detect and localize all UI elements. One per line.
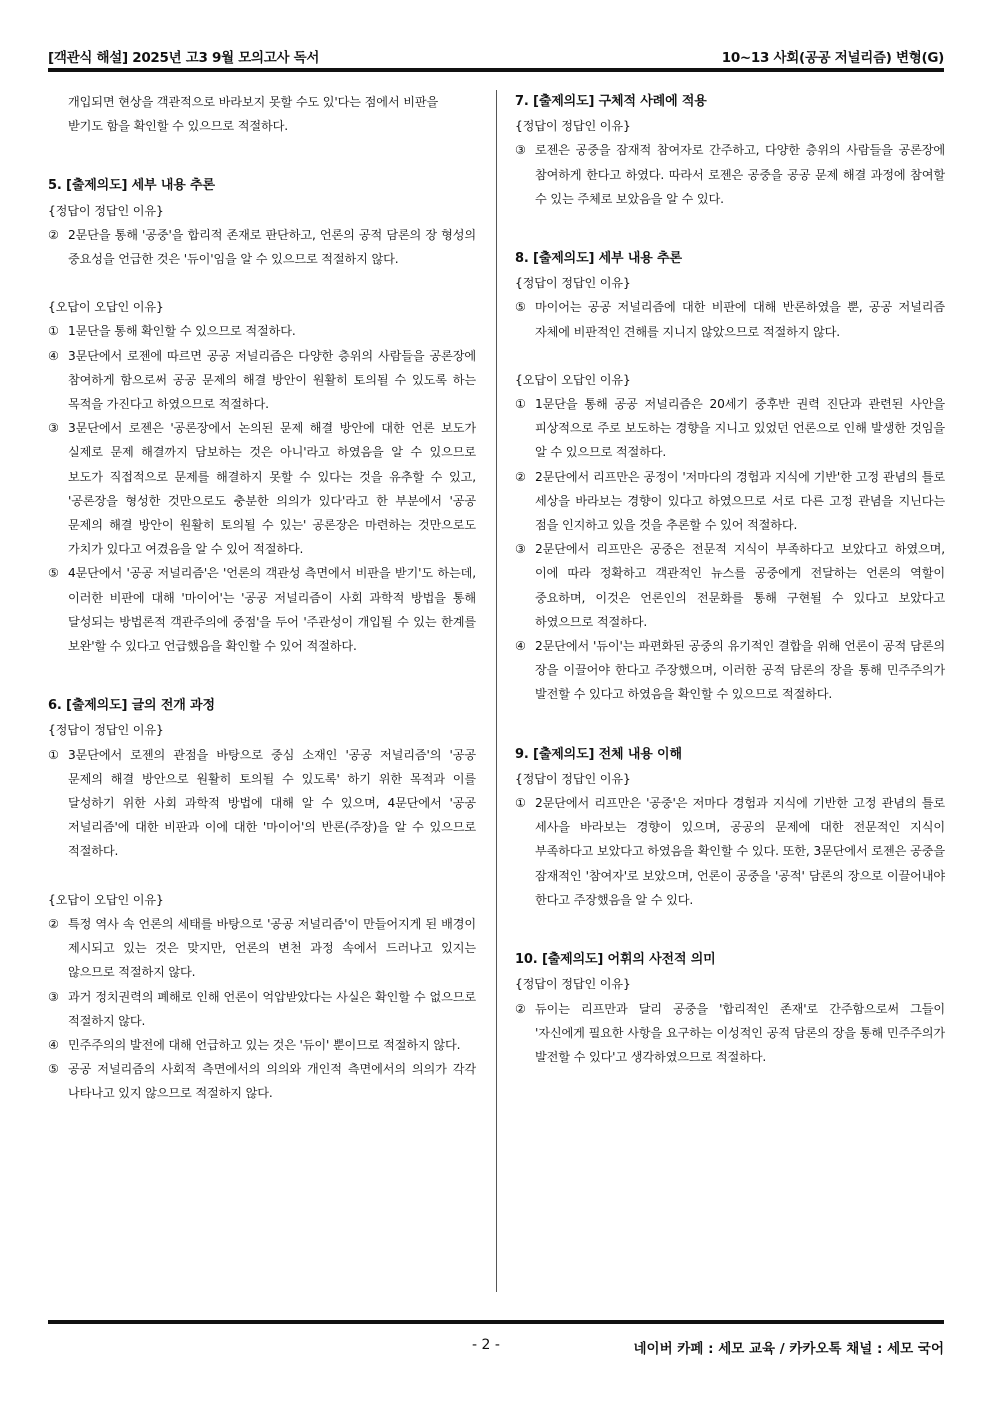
q9-correct-label: {정답이 정답인 이유} bbox=[515, 771, 631, 786]
q5-wrong-item bbox=[48, 561, 476, 658]
q7-correct-item bbox=[515, 138, 945, 211]
question-7 bbox=[515, 90, 945, 211]
item-text: 2문단에서 '듀이'는 파편화된 공중의 유기적인 결합을 위해 언론이 공적 담론의 장을 이끌어야 한다고 주장했으며, 이러한 공적 담론의 장을 통해 민주주의가 발전할 수 있다고 하였음을 확인할 수 있으므로 적절하다. bbox=[535, 639, 945, 702]
item-text: 2문단을 통해 '공중'을 합리적 존재로 판단하고, 언론의 공적 담론의 장 형성의 중요성을 언급한 것은 '듀이'임을 알 수 있으므로 적절하지 않다. bbox=[68, 227, 476, 267]
q8-wrong-item bbox=[515, 465, 945, 538]
item-number: ⑤ bbox=[48, 566, 59, 581]
item-number: ⑤ bbox=[48, 1062, 59, 1077]
q5-correct-label: {정답이 정답인 이유} bbox=[48, 203, 164, 218]
item-text: 민주주의의 발전에 대해 언급하고 있는 것은 '듀이' 뿐이므로 적절하지 않다. bbox=[68, 1037, 461, 1052]
q10-correct-label: {정답이 정답인 이유} bbox=[515, 977, 631, 992]
q5-title: 5. [출제의도] 세부 내용 추론 bbox=[48, 178, 215, 194]
q6-correct-item bbox=[48, 743, 476, 864]
item-number: ② bbox=[515, 469, 526, 484]
item-text: 듀이는 리프만과 달리 공중을 '합리적인 존재'로 간주함으로써 그들이 '자신에게 필요한 사항을 요구하는 이성적인 공적 담론의 장을 통해 민주주의가 발전할 수 있다'고 생각하였으므로 적절하다. bbox=[535, 1001, 945, 1064]
item-text: 2문단에서 리프만은 공중은 전문적 지식이 부족하다고 보았다고 하였으며, 이에 따라 정확하고 객관적인 뉴스를 공중에게 전달하는 언론의 역할이 중요하며, 이것은 언론인의 전문화를 통해 구현될 수 있다고 보았다고 하였으므로 적절하다. bbox=[535, 542, 945, 629]
item-text: 1문단을 통해 확인할 수 있으므로 적절하다. bbox=[68, 324, 296, 339]
header-subtitle: 10~13 사회(공공 저널리즘) 변형(G) bbox=[721, 50, 944, 66]
q6-wrong-item bbox=[48, 1033, 476, 1057]
q6-title: 6. [출제의도] 글의 전개 과정 bbox=[48, 698, 215, 714]
item-text: 2문단에서 리프만은 공정이 '저마다의 경험과 지식에 기반'한 고정 관념의 틀로 세상을 바라보는 경향이 있다고 하였으므로 서로 다른 고정 관념을 지닌다는 점을 인지하고 있을 것을 추론할 수 있어 적절하다. bbox=[535, 469, 945, 533]
question-9 bbox=[515, 743, 945, 912]
q6-wrong-label: {오답이 오답인 이유} bbox=[48, 892, 164, 907]
item-text: 2문단에서 리프만은 '공중'은 저마다 경험과 지식에 기반한 고정 관념의 틀로 세사을 바라보는 경향이 있으며, 공공의 문제에 대한 전문적인 지식이 부족하다고 보았다고 하였음을 확인할 수 있다. 또한, 3문단에서 로젠은 공중을 잠재적인 '참여자'로 보았으며, 언론이 공중을 '공적' 담론의 장으로 이끌어내야 한다고 주장했음을 알 수 있다. bbox=[535, 796, 945, 907]
item-text: 3문단에서 로젠의 관점을 바탕으로 중심 소재인 '공공 저널리즘'의 '공공 문제의 해결 방안으로 원활히 토의될 수 있도록' 하기 위한 목적과 이를 달성하기 위한 사회 과학적 방법에 대해 알 수 있으며, 4문단에서 '공공 저널리즘'에 대한 비판과 이에 대한 '마이어'의 반론(주장)을 알 수 있으므로 적절하다. bbox=[68, 747, 476, 859]
q5-wrong-label: {오답이 오답인 이유} bbox=[48, 300, 164, 315]
q6-wrong-item bbox=[48, 912, 476, 985]
item-number: ① bbox=[48, 747, 59, 762]
item-text: 1문단을 통해 공공 저널리즘은 20세기 중후반 권력 진단과 관련된 사안을 피상적으로 주로 보도하는 경향을 지니고 있었던 언론으로 인해 발생한 것임을 알 수 있으므로 적절하다. bbox=[535, 397, 945, 460]
continued-text: 개입되면 현상을 객관적으로 바라보지 못할 수도 있'다는 점에서 비판을 받기도 함을 확인할 수 있으므로 적절하다. bbox=[68, 95, 439, 134]
item-number: ④ bbox=[515, 639, 526, 654]
q5-correct-item bbox=[48, 223, 476, 271]
q8-wrong-item bbox=[515, 392, 945, 465]
q9-correct-item bbox=[515, 791, 945, 912]
q6-wrong-item bbox=[48, 985, 476, 1033]
footer-credit: 네이버 카페 : 세모 교육 / 카카오톡 채널 : 세모 국어 bbox=[633, 1341, 944, 1357]
item-text: 특정 역사 속 언론의 세태를 바탕으로 '공공 저널리즘'이 만들어지게 된 배경이 제시되고 있는 것은 맞지만, 언론의 변천 과정 속에서 드러나고 있지는 않으므로 적절하지 않다. bbox=[68, 916, 476, 980]
item-text: 3문단에서 로젠은 '공론장에서 논의된 문제 해결 방안에 대한 언론 보도가 실제로 문제 해결까지 담보하는 것은 아니'라고 하였음을 알 수 있으므로 보도가 직접적으로 문제를 해결하지 못할 수 있다는 것을 유추할 수 있고, '공론장을 형성한 것만으로도 충분한 의의가 있다'라고 한 부분에서 '공공 문제의 해결 방안이 원활히 토의될 수 있는' 공론장은 마련하는 것만으로도 가치가 있다고 여겼음을 알 수 있어 적절하다. bbox=[68, 421, 476, 557]
item-number: ③ bbox=[515, 542, 526, 557]
q9-title: 9. [출제의도] 전체 내용 이해 bbox=[515, 746, 682, 762]
item-text: 공공 저널리즘의 사회적 측면에서의 의의와 개인적 측면에서의 의의가 각각 나타나고 있지 않으므로 적절하지 않다. bbox=[68, 1062, 476, 1101]
q5-wrong-item bbox=[48, 416, 476, 561]
item-text: 과거 정치권력의 폐해로 인해 언론이 억압받았다는 사실은 확인할 수 없으므로 적절하지 않다. bbox=[68, 989, 476, 1028]
q8-correct-item bbox=[515, 295, 945, 343]
item-text: 3문단에서 로젠에 따르면 공공 저널리즘은 다양한 층위의 사람들을 공론장에 참여하게 함으로써 공공 문제의 해결 방안이 원활히 토의될 수 있도록 하는 목적을 가진다고 하였으므로 적절하다. bbox=[68, 348, 476, 412]
item-text: 마이어는 공공 저널리즘에 대한 비판에 대해 반론하였을 뿐, 공공 저널리즘 자체에 비판적인 견해를 지니지 않았으므로 적절하지 않다. bbox=[535, 300, 945, 339]
item-number: ① bbox=[515, 397, 526, 412]
q8-wrong-item bbox=[515, 634, 945, 707]
q5-wrong-item bbox=[48, 319, 476, 343]
header-rule bbox=[48, 68, 944, 72]
q8-correct-label: {정답이 정답인 이유} bbox=[515, 276, 631, 291]
q10-title: 10. [출제의도] 어휘의 사전적 의미 bbox=[515, 952, 716, 968]
question-6 bbox=[48, 694, 476, 1105]
item-number: ① bbox=[515, 796, 526, 811]
item-number: ④ bbox=[48, 348, 59, 363]
left-column bbox=[48, 90, 476, 1106]
page-number: - 2 - bbox=[472, 1337, 500, 1353]
q8-wrong-label: {오답이 오답인 이유} bbox=[515, 372, 631, 387]
q7-title: 7. [출제의도] 구체적 사례에 적용 bbox=[515, 94, 707, 109]
item-number: ④ bbox=[48, 1037, 59, 1052]
question-10 bbox=[515, 948, 945, 1069]
q7-correct-label: {정답이 정답인 이유} bbox=[515, 119, 631, 134]
item-number: ② bbox=[48, 227, 59, 242]
header-title: [객관식 해설] 2025년 고3 9월 모의고사 독서 bbox=[48, 50, 320, 66]
item-text: 로젠은 공중을 잠재적 참여자로 간주하고, 다양한 층위의 사람들을 공론장에 참여하게 한다고 하였다. 따라서 로젠은 공중을 공공 문제 해결 과정에 참여할 수 있는 주체로 보았음을 알 수 있다. bbox=[535, 143, 945, 206]
item-number: ① bbox=[48, 324, 59, 339]
question-8 bbox=[515, 247, 945, 707]
item-number: ② bbox=[515, 1001, 526, 1016]
item-text: 4문단에서 '공공 저널리즘'은 '언론의 객관성 측면에서 비판을 받기'도 하는데, 이러한 비판에 대해 '마이어'는 '공공 저널리즘이 사회 과학적 방법을 통해 달성되는 방법론적 객관주의에 중점'을 두어 '주관성이 개입될 수 있는 한계를 보완'할 수 있다고 언급했음을 확인할 수 있어 적절하다. bbox=[68, 566, 476, 654]
item-number: ③ bbox=[48, 989, 59, 1004]
item-number: ③ bbox=[515, 143, 526, 158]
question-5 bbox=[48, 174, 476, 658]
column-divider bbox=[496, 90, 497, 1292]
q8-title: 8. [출제의도] 세부 내용 추론 bbox=[515, 251, 682, 267]
footer-rule bbox=[48, 1320, 944, 1324]
q6-correct-label: {정답이 정답인 이유} bbox=[48, 723, 164, 738]
q6-wrong-item bbox=[48, 1057, 476, 1105]
right-column bbox=[515, 90, 945, 1069]
q10-correct-item bbox=[515, 997, 945, 1070]
q8-wrong-item bbox=[515, 537, 945, 634]
item-number: ③ bbox=[48, 421, 59, 436]
q5-wrong-item bbox=[48, 344, 476, 417]
item-number: ② bbox=[48, 916, 59, 931]
item-number: ⑤ bbox=[515, 300, 526, 315]
